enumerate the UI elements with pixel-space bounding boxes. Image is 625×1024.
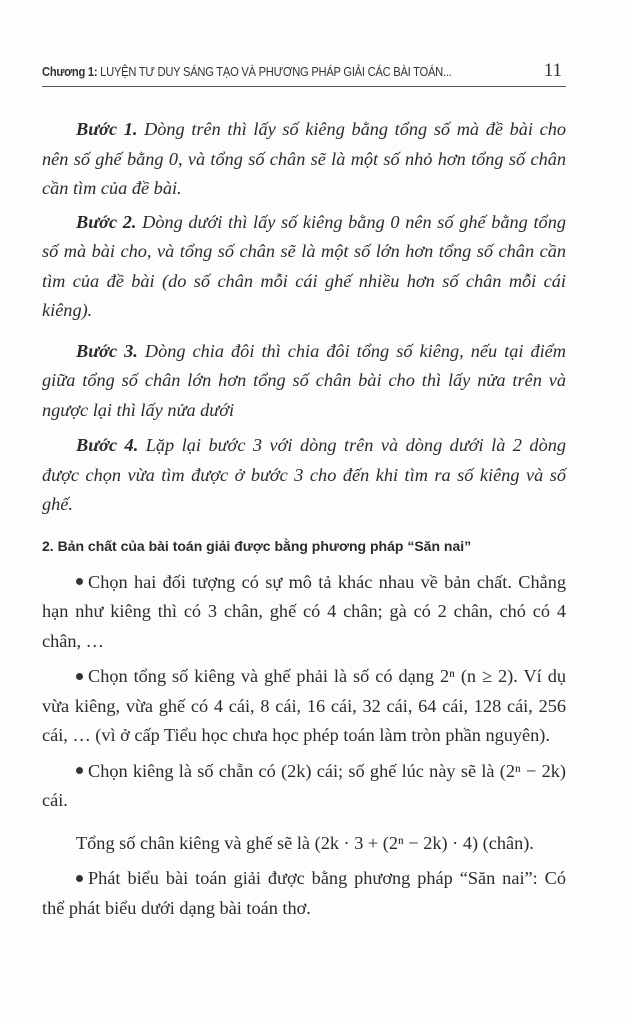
step-label: Bước 4. (76, 435, 139, 455)
bullet-item (42, 757, 566, 816)
bullet-item (42, 662, 566, 751)
page-number: 11 (543, 60, 562, 81)
step-4 (42, 431, 566, 520)
total-legs-formula: Tổng số chân kiêng và ghế sẽ là (2k · 3 + (2ⁿ − 2k) · 4) (chân). (76, 832, 534, 853)
running-header (42, 60, 566, 87)
step-label: Bước 1. (76, 119, 138, 139)
step-text: Dòng chia đôi thì chia đôi tổng số kiêng, nếu tại điểm giữa tổng số chân lớn hơn tổng số chân bài cho thì lấy nửa trên và ngược lại thì lấy nửa dưới (42, 340, 567, 420)
chapter-title-text: LUYỆN TƯ DUY SÁNG TẠO VÀ PHƯƠNG PHÁP GIẢI CÁC BÀI TOÁN... (100, 64, 452, 79)
chapter-label: Chương 1: (42, 64, 98, 79)
bullet-item (42, 568, 566, 657)
bullet-icon (76, 578, 83, 585)
section-heading: 2. Bản chất của bài toán giải được bằng phương pháp “Săn nai” (42, 537, 472, 554)
step-text: Dòng dưới thì lấy số kiêng bằng 0 nên số ghế bằng tổng số mà bài cho, và tổng số chân sẽ là một số lớn hơn tổng số chân cần tìm của đề bài (do số chân mỗi cái ghế nhiều hơn số chân mỗi cái kiêng). (42, 211, 566, 320)
step-label: Bước 2. (76, 211, 137, 232)
bullet-icon (76, 875, 83, 882)
step-label: Bước 3. (76, 340, 138, 361)
step-3 (42, 337, 566, 426)
step-text: Dòng trên thì lấy số kiêng bằng tổng số mà đề bài cho nên số ghế bằng 0, và tổng số chân sẽ là một số nhỏ hơn tổng số chân cần tìm của đề bài. (42, 119, 566, 198)
bullet-text: Chọn hai đối tượng có sự mô tả khác nhau về bản chất. Chẳng hạn như kiêng thì có 3 chân, ghế có 4 chân; gà có 2 chân, chó có 4 chân, … (42, 571, 566, 651)
chapter-title (42, 64, 452, 79)
step-2 (42, 208, 566, 326)
step-1 (42, 115, 566, 204)
bullet-text: Chọn tổng số kiêng và ghế phải là số có dạng 2ⁿ (n ≥ 2). Ví dụ vừa kiêng, vừa ghế có 4 cái, 8 cái, 16 cái, 32 cái, 64 cái, 128 cái, 256 cái, … (vì ở cấp Tiểu học chưa học phép toán làm tròn phần nguyên). (42, 666, 566, 745)
bullet-icon (76, 767, 83, 774)
bullet-item (42, 864, 566, 923)
bullet-text: Chọn kiêng là số chẵn có (2k) cái; số ghế lúc này sẽ là (2ⁿ − 2k) cái. (42, 760, 566, 810)
page-body (42, 115, 566, 943)
bullet-icon (76, 673, 83, 680)
bullet-text: Phát biểu bài toán giải được bằng phương pháp “Săn nai”: Có thể phát biểu dưới dạng bài toán thơ. (42, 868, 566, 918)
step-text: Lặp lại bước 3 với dòng trên và dòng dưới là 2 dòng được chọn vừa tìm được ở bước 3 cho đến khi tìm ra số kiêng và số ghế. (42, 435, 566, 514)
